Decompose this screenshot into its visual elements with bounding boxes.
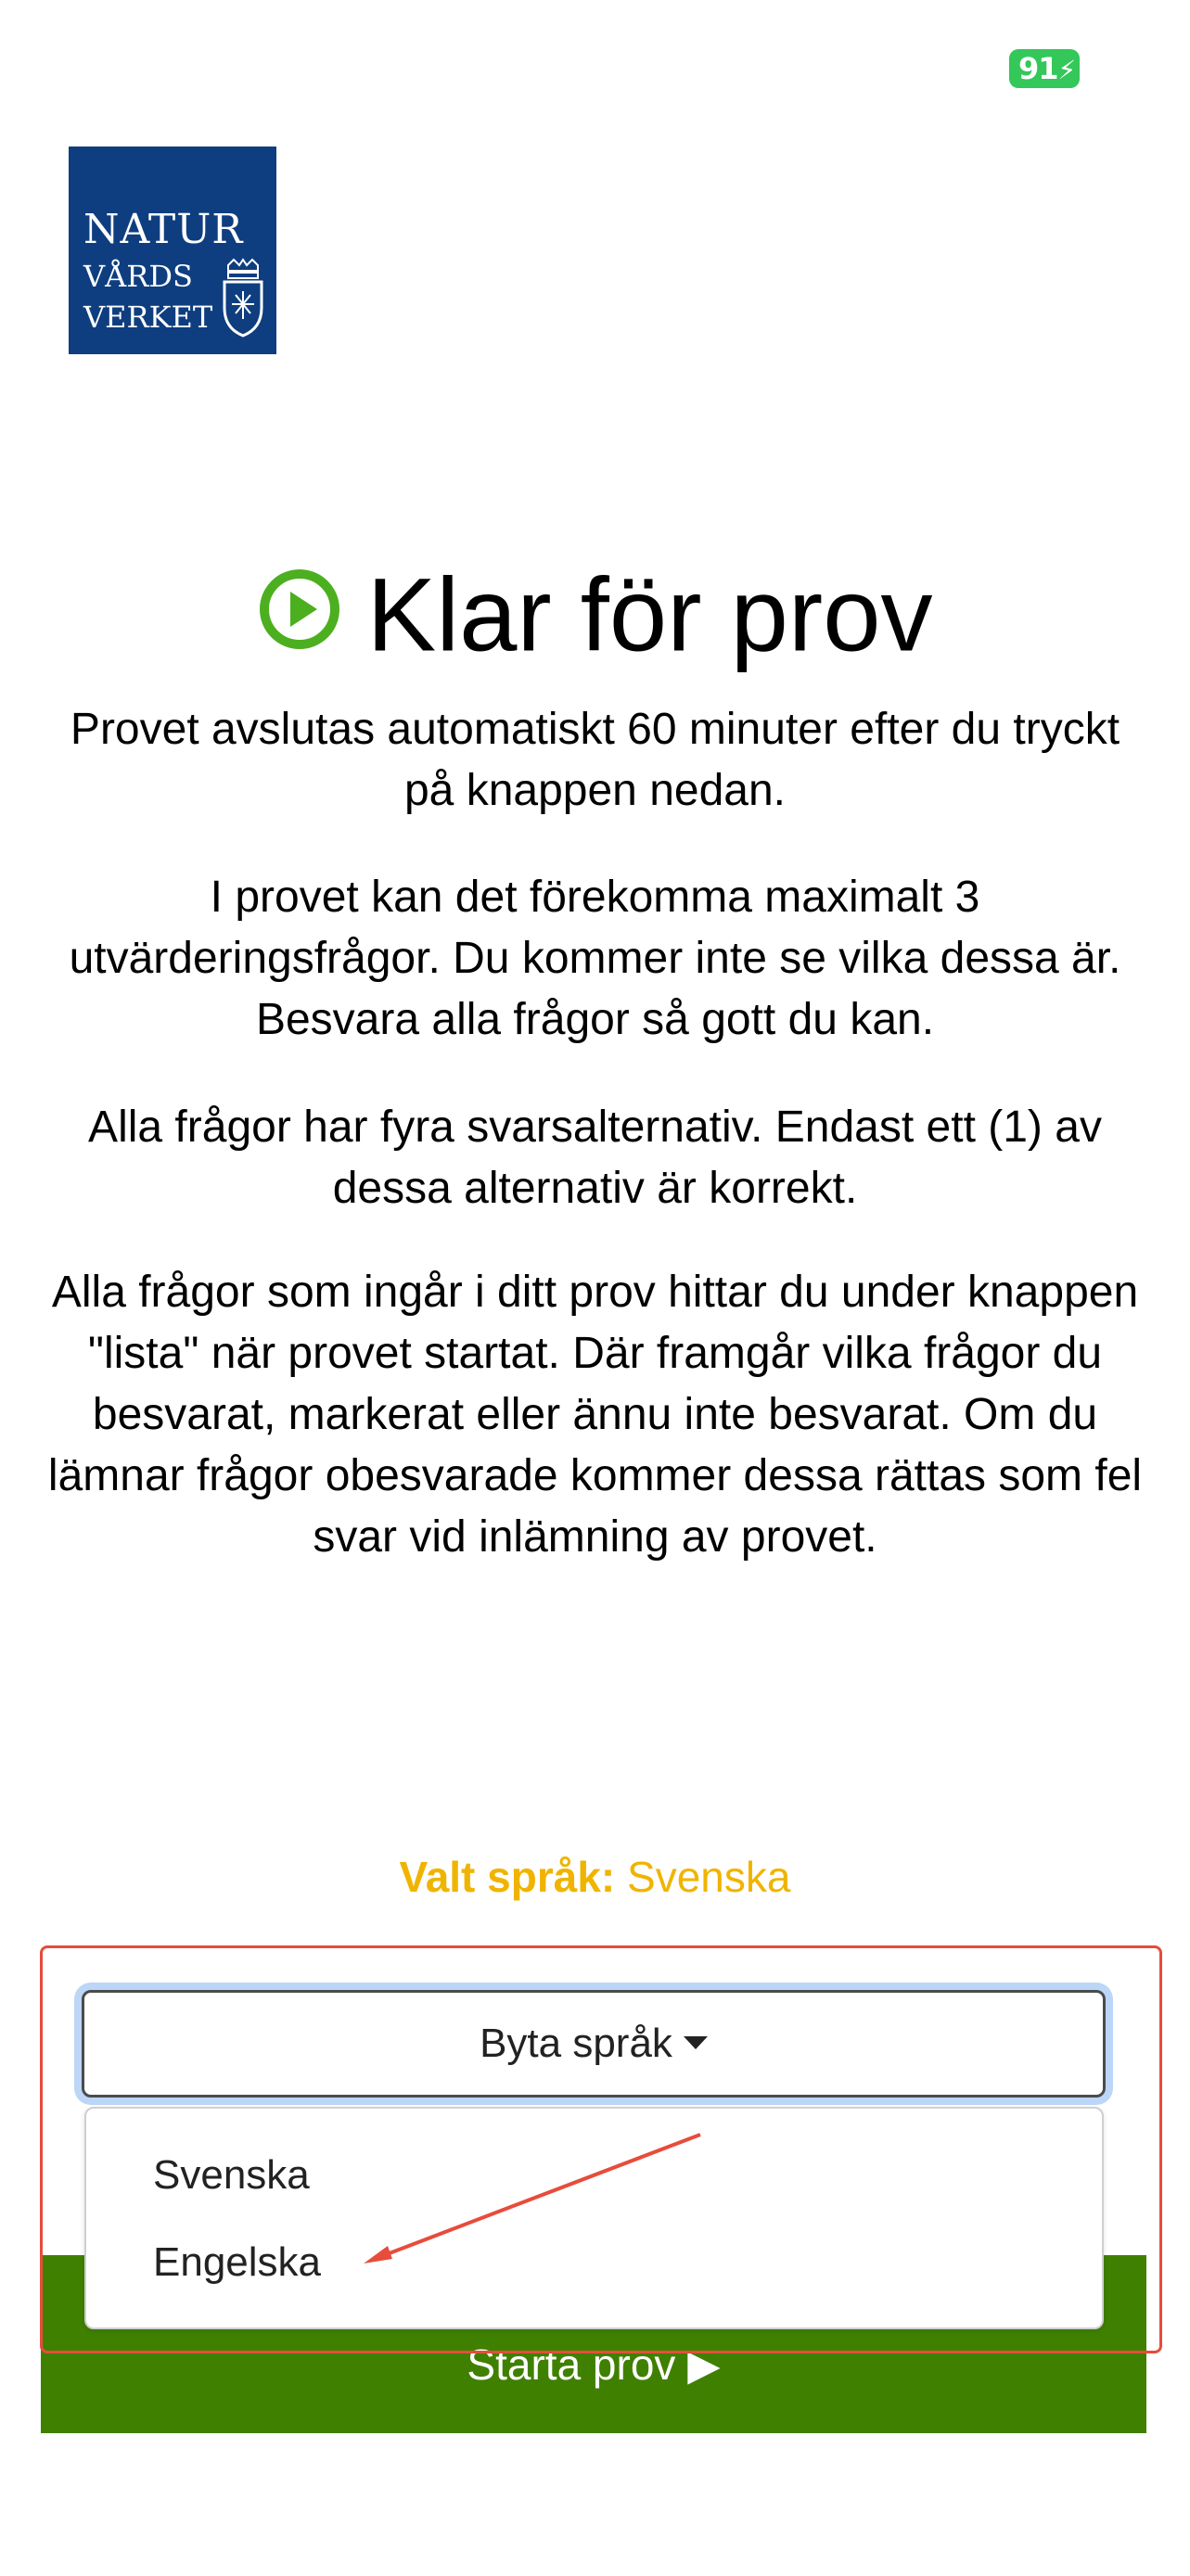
crest-icon <box>221 258 265 338</box>
language-menu <box>84 2107 1104 2329</box>
change-language-label: Byta språk <box>480 2021 672 2066</box>
info-paragraph-2: I provet kan det förekomma maximalt 3 utvärderingsfrågor. Du kommer inte se vilka dessa är. Besvara alla frågor så gott du kan. <box>69 873 1121 1044</box>
battery-indicator <box>1009 49 1080 88</box>
language-option-engelska[interactable]: Engelska <box>153 2239 322 2285</box>
info-paragraph-1: Provet avslutas automatiskt 60 minuter efter du tryckt på knappen nedan. <box>70 705 1120 815</box>
page-title <box>0 547 1190 675</box>
logo-line-2: VÅRDS <box>83 259 193 294</box>
selected-language-label: Valt språk: <box>399 1853 616 1901</box>
language-option-svenska[interactable]: Svenska <box>153 2152 310 2198</box>
logo-line-3: VERKET <box>83 300 213 335</box>
selected-language <box>0 1849 1190 1905</box>
selected-language-value: Svenska <box>627 1853 791 1901</box>
info-paragraph-4: Alla frågor som ingår i ditt prov hittar du under knappen "lista" när provet startat. Där framgår vilka frågor du besvarat, markerat eller ännu inte besvarat. Om du lämnar frågor obesvarade kommer dessa rättas som fel svar vid inlämning av provet. <box>47 1268 1143 1562</box>
page-title-text: Klar för prov <box>366 556 933 673</box>
caret-down-icon <box>684 2036 708 2049</box>
naturvardsverket-logo <box>69 147 276 354</box>
change-language-dropdown[interactable] <box>82 1990 1106 2098</box>
start-exam-button[interactable]: Starta prov ▶ <box>41 2255 1146 2433</box>
info-paragraph-3: Alla frågor har fyra svarsalternativ. Endast ett (1) av dessa alternativ är korrekt. <box>88 1103 1102 1213</box>
logo-line-1: NATUR <box>83 206 244 253</box>
charging-bolt-icon: ⚡ <box>1057 55 1076 85</box>
play-circle-icon <box>258 567 341 651</box>
battery-level: 91 <box>1018 51 1058 86</box>
